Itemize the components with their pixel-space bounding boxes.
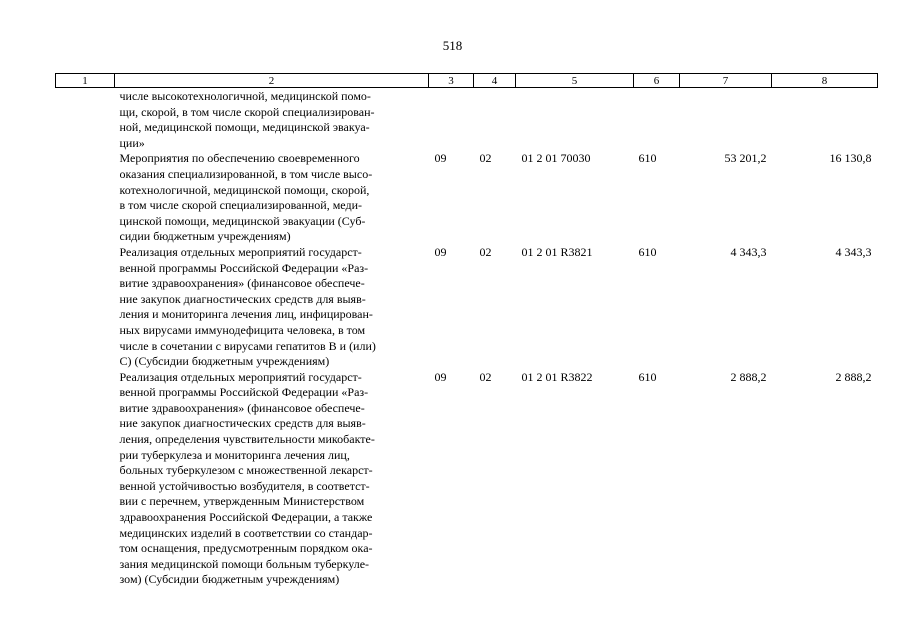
description-line: числе высокотехнологичной, медицинской помо-	[119, 89, 371, 103]
subsection-code-cell: 02	[479, 244, 492, 259]
description-line: ных вирусами иммунодефицита человека, в том	[119, 322, 366, 337]
table-row	[56, 88, 878, 152]
section-code-cell: 09	[434, 151, 447, 166]
description-line: медицинских изделий в соответствии со стандар-	[119, 525, 373, 540]
description-line: зания медицинской помощи больным туберкуле-	[119, 556, 370, 571]
page-number: 518	[442, 38, 463, 53]
subsection-code-cell	[474, 88, 516, 152]
description-line: том оснащения, предусмотренным порядком ока-	[119, 541, 373, 556]
expense-type-cell: 610	[638, 244, 657, 259]
amount-cell	[680, 88, 772, 152]
description-line: С) (Субсидии бюджетным учреждениям)	[119, 354, 330, 369]
header-col-5: 5	[516, 74, 634, 88]
description-cell	[115, 245, 429, 370]
expense-type-cell: 610	[638, 369, 657, 384]
description-line: витие здравоохранения» (финансовое обеспече-	[119, 276, 365, 291]
description-line: в том числе скорой специализированной, меди-	[119, 198, 362, 213]
section-code-cell	[429, 88, 474, 152]
description-line: здравоохранения Российской Федерации, а также	[119, 510, 373, 525]
target-article-cell: 01 2 01 R3822	[521, 369, 593, 384]
description-line: цинской помощи, медицинской эвакуации (Суб-	[119, 213, 366, 228]
description-line: ления и мониторинга лечения лиц, инфицирован-	[119, 307, 373, 322]
description-line: венной программы Российской Федерации «Раз-	[119, 260, 369, 275]
table-body	[56, 88, 878, 589]
budget-table	[55, 73, 878, 588]
description-line: витие здравоохранения» (финансовое обеспече-	[119, 400, 365, 415]
amount-cell: 2 888,2	[730, 369, 767, 384]
description-line: Мероприятия по обеспечению своевременного	[119, 151, 360, 166]
description-line: ления, определения чувствительности микобакте-	[119, 432, 375, 447]
amount-cell: 2 888,2	[835, 369, 872, 384]
description-line: венной устойчивостью возбудителя, в соответст-	[119, 478, 370, 493]
description-line: Реализация отдельных мероприятий государст-	[119, 369, 362, 384]
row-number-cell	[56, 151, 115, 245]
expense-type-cell: 610	[638, 151, 657, 166]
header-col-2: 2	[115, 74, 429, 88]
row-number-cell	[56, 88, 115, 152]
subsection-code-cell: 02	[479, 151, 492, 166]
description-line: ной, медицинской помощи, медицинской эвакуа-	[119, 120, 370, 135]
amount-cell	[772, 88, 878, 152]
expense-type-cell	[634, 88, 680, 152]
amount-cell: 53 201,2	[724, 151, 767, 166]
table-header	[56, 74, 878, 88]
description-line: числе в сочетании с вирусами гепатитов В и (или)	[119, 338, 376, 353]
header-col-6: 6	[634, 74, 680, 88]
header-col-8: 8	[772, 74, 878, 88]
description-line: ние закупок диагностических средств для выяв-	[119, 291, 366, 306]
description-line: оказания специализированной, в том числе высо-	[119, 166, 373, 181]
subsection-code-cell: 02	[479, 369, 492, 384]
description-cell	[115, 370, 429, 588]
row-number-cell	[56, 370, 115, 588]
description-line: котехнологичной, медицинской помощи, скорой,	[119, 182, 370, 197]
table-row	[56, 370, 878, 588]
description-cell	[115, 151, 429, 245]
header-col-1: 1	[56, 74, 115, 88]
section-code-cell: 09	[434, 369, 447, 384]
header-row	[56, 74, 878, 88]
amount-cell: 16 130,8	[829, 151, 872, 166]
description-line: щи, скорой, в том числе скорой специализирован-	[119, 104, 375, 119]
description-cell	[115, 88, 429, 152]
description-line: зом) (Субсидии бюджетным учреждениям)	[119, 572, 340, 587]
header-col-3: 3	[429, 74, 474, 88]
description-line: Реализация отдельных мероприятий государст-	[119, 244, 362, 259]
row-number-cell	[56, 245, 115, 370]
description-line: ции»	[119, 135, 145, 150]
table-row	[56, 245, 878, 370]
amount-cell: 4 343,3	[730, 244, 767, 259]
header-col-4: 4	[474, 74, 516, 88]
description-line: больных туберкулезом с множественной лекарст-	[119, 463, 373, 478]
description-line: венной программы Российской Федерации «Раз-	[119, 385, 369, 400]
amount-cell: 4 343,3	[835, 244, 872, 259]
description-line: вии с перечнем, утвержденным Министерством	[119, 494, 365, 509]
description-line: ние закупок диагностических средств для выяв-	[119, 416, 366, 431]
section-code-cell: 09	[434, 244, 447, 259]
header-col-7: 7	[680, 74, 772, 88]
target-article-cell: 01 2 01 70030	[521, 151, 591, 166]
description-line: рии туберкулеза и мониторинга лечения лиц,	[119, 447, 350, 462]
table-row	[56, 151, 878, 245]
target-article-cell	[516, 88, 634, 152]
target-article-cell: 01 2 01 R3821	[521, 244, 593, 259]
description-line: сидии бюджетным учреждениям)	[119, 229, 291, 244]
